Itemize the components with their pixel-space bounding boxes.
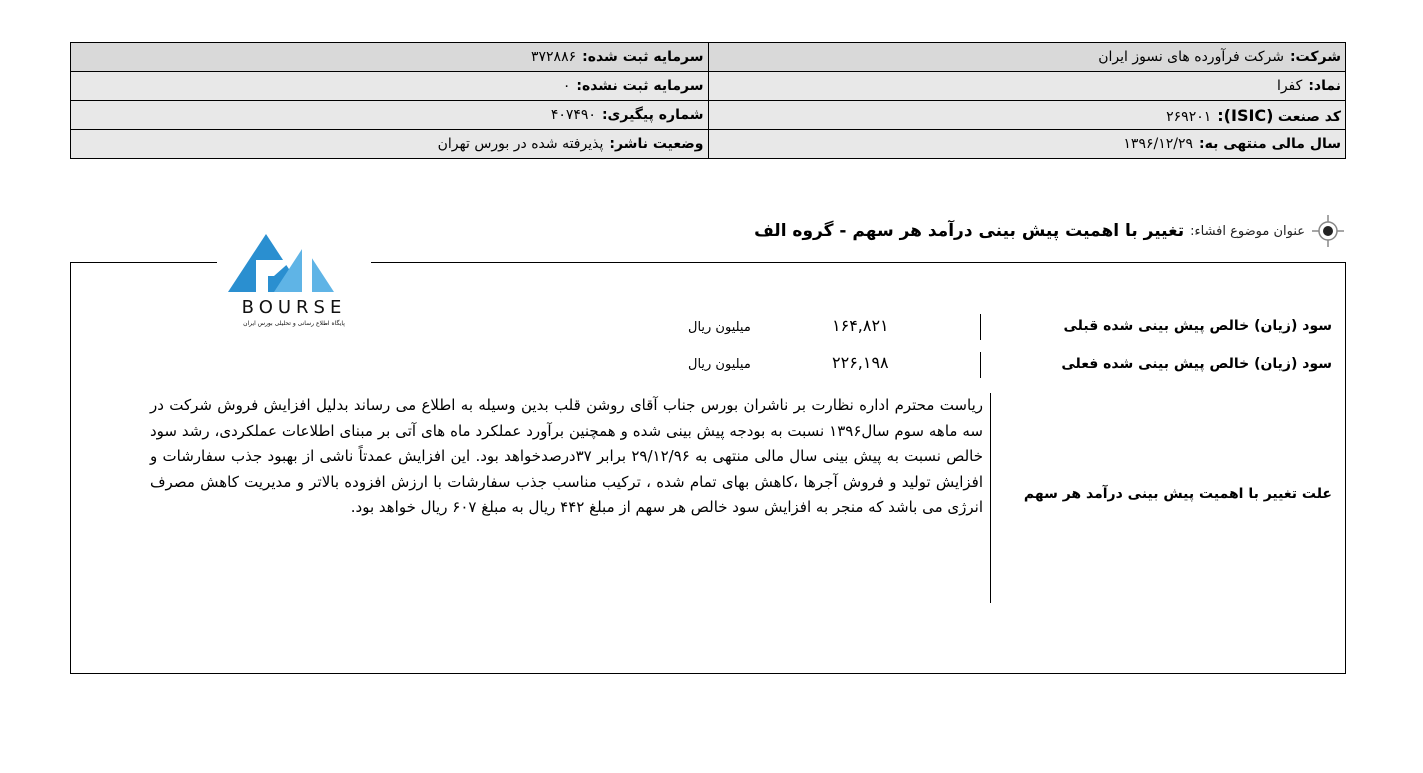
symbol-label: نماد: <box>1308 78 1341 94</box>
publisher-status-value: پذیرفته شده در بورس تهران <box>437 136 604 152</box>
current-forecast-value: ۲۲۶,۱۹۸ <box>832 353 889 372</box>
company-label: شرکت: <box>1289 49 1341 65</box>
previous-forecast-unit: میلیون ریال <box>688 320 751 335</box>
symbol-cell <box>708 72 1345 101</box>
subject-label: عنوان موضوع افشاء: <box>1190 223 1305 239</box>
industry-code-value: ۲۶۹۲۰۱ <box>1166 108 1212 125</box>
symbol-value: کفرا <box>1276 78 1303 94</box>
logo-brand: BOURSE <box>241 297 347 318</box>
current-forecast-unit: میلیون ریال <box>688 357 751 372</box>
logo-caption: پایگاه اطلاع رسانی و تحلیلی بورس ایران <box>243 320 345 327</box>
industry-code-isic: (ISIC): <box>1217 105 1274 125</box>
label-separator <box>980 314 981 340</box>
current-forecast-label: سود (زیان) خالص پیش بینی شده فعلی <box>1061 356 1332 372</box>
unregistered-capital-cell <box>71 72 709 101</box>
registered-capital-value: ۳۷۲۸۸۶ <box>530 49 577 65</box>
label-separator <box>980 352 981 378</box>
industry-code-label: کد صنعت <box>1277 108 1341 125</box>
reason-label: علت تغییر با اهمیت پیش بینی درآمد هر سهم <box>1023 486 1332 502</box>
reason-text: ریاست محترم اداره نظارت بر ناشران بورس جناب آقای روشن قلب بدین وسیله به اطلاع می رساند بدلیل افزایش فروش شرکت در سه ماهه سوم سال۱۳۹۶ نسبت به بودجه پیش بینی شده و همچنین برآورد عملکرد ماه های آتی بر مبنای اطلاعات عملکردی، رشد سود خالص نسبت به پیش بینی سال مالی منتهی به ۲۹/۱۲/۹۶ برابر ۳۷درصدخواهد بود. این افزایش عمدتاً ناشی از بهبود جذب سفارشات و افزایش تولید و فروش آجرها ،کاهش بهای تمام شده ، ترکیب مناسب جذب سفارشات با ارزش افزوده بالاتر و مدیریت کاهش مصرف انرژی می باشد که منجر به افزایش سود خالص هر سهم از مبلغ ۴۴۲ ریال به مبلغ ۶۰۷ ریال خواهد بود. <box>150 396 983 516</box>
previous-forecast-label: سود (زیان) خالص پیش بینی شده قبلی <box>1063 318 1332 334</box>
registered-capital-label: سرمایه ثبت شده: <box>582 49 704 65</box>
target-icon <box>1311 214 1345 248</box>
company-value: شرکت فرآورده های نسوز ایران <box>1098 49 1284 65</box>
info-row-industry <box>71 101 1346 130</box>
info-row-company <box>71 43 1346 72</box>
tracking-number-value: ۴۰۷۴۹۰ <box>550 107 596 123</box>
unregistered-capital-value: ۰ <box>562 78 571 94</box>
subject-title: تغییر با اهمیت پیش بینی درآمد هر سهم - گروه الف <box>754 221 1185 241</box>
company-cell <box>708 43 1345 72</box>
company-info-table <box>70 42 1346 159</box>
unregistered-capital-label: سرمایه ثبت نشده: <box>576 78 704 94</box>
registered-capital-cell <box>71 43 709 72</box>
bourse-logo <box>218 232 370 330</box>
previous-forecast-value: ۱۶۴,۸۲۱ <box>832 316 889 335</box>
label-separator <box>990 393 991 603</box>
tracking-number-label: شماره پیگیری: <box>601 107 704 123</box>
info-row-fiscal <box>71 130 1346 159</box>
info-row-symbol <box>71 72 1346 101</box>
fiscal-year-value: ۱۳۹۶/۱۲/۲۹ <box>1123 136 1193 152</box>
fiscal-year-cell <box>708 130 1345 159</box>
publisher-status-label: وضعیت ناشر: <box>609 136 704 152</box>
disclosure-subject <box>754 214 1345 248</box>
industry-code-cell <box>708 101 1345 130</box>
tracking-number-cell <box>71 101 709 130</box>
publisher-status-cell <box>71 130 709 159</box>
fiscal-year-label: سال مالی منتهی به: <box>1199 136 1341 152</box>
